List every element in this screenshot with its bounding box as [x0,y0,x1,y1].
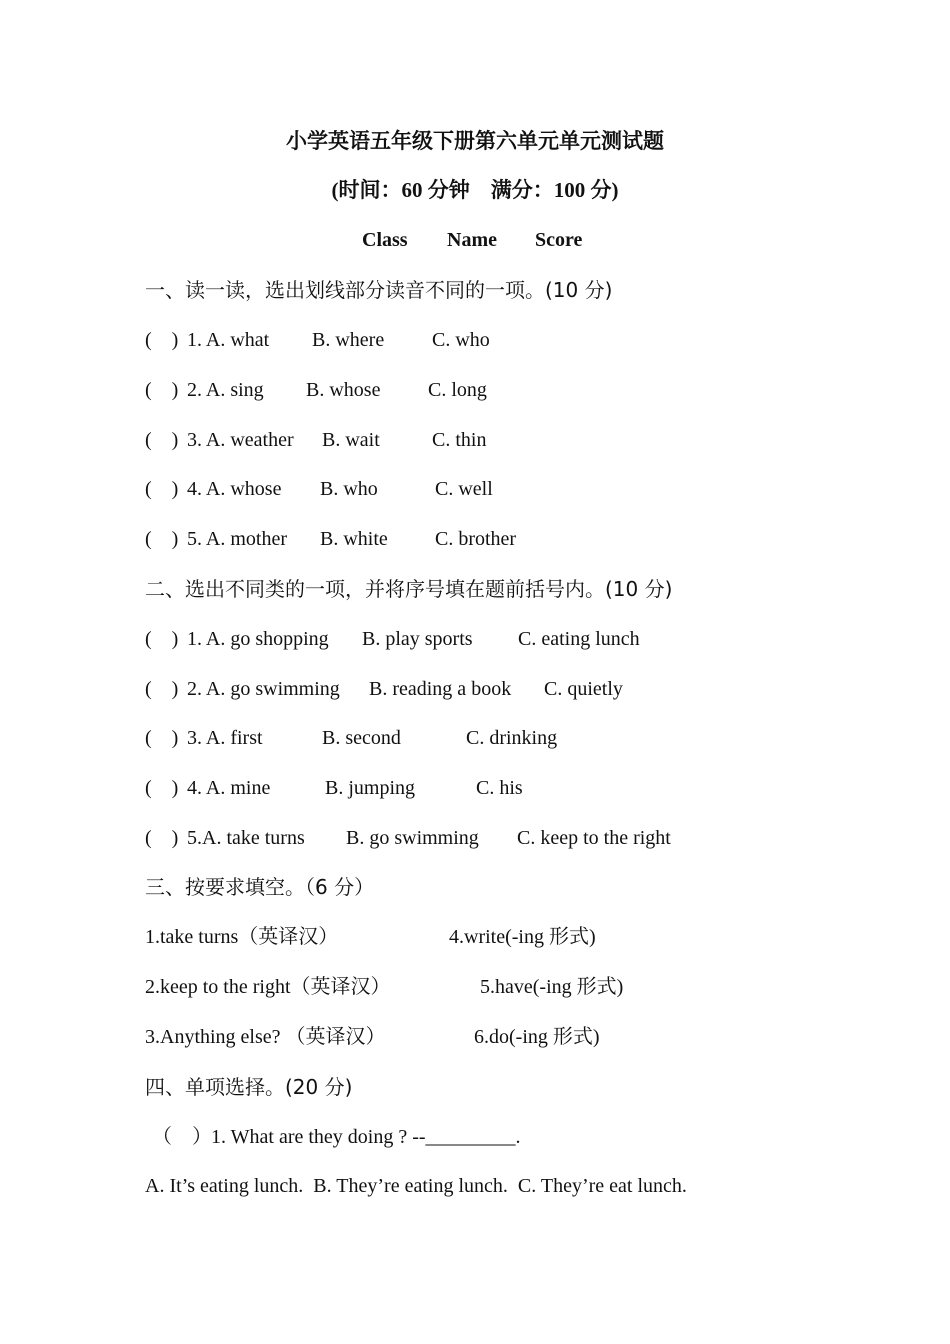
section1-heading: 一、读一读，选出划线部分读音不同的一项。(10 分) [145,278,613,302]
option-b: B. second [322,727,401,749]
option-c: C. eating lunch [518,628,640,650]
answer-paren: ( ) [145,478,179,500]
option-b: B. play sports [362,628,473,650]
option-c: C. keep to the right [517,827,671,849]
option-a: 1. A. what [187,329,270,351]
option-c: C. quietly [544,678,623,700]
fill-item-right: 4.write(-ing 形式) [449,926,596,948]
option-a: 3. A. weather [187,429,294,451]
class-label: Class [362,229,408,251]
answer-paren: ( ) [145,678,179,700]
option-c: C. brother [435,528,517,550]
option-a: 3. A. first [187,727,263,749]
option-a: 2. A. go swimming [187,678,340,700]
answer-paren: ( ) [145,727,179,749]
page-subtitle: (时间：60 分钟 满分：100 分) [331,178,619,202]
question-text: 1. What are they doing ? --_________. [211,1126,521,1148]
option-c: C. well [435,478,493,500]
answer-paren: ( ) [145,528,179,550]
option-b: B. where [312,329,385,351]
question-options: A. It’s eating lunch. B. They’re eating lunch. C. They’re eat lunch. [145,1175,687,1197]
option-a: 5. A. mother [187,528,287,550]
option-c: C. who [432,329,490,351]
option-a: 2. A. sing [187,379,264,401]
score-label: Score [535,229,583,251]
option-c: C. his [476,777,523,799]
fill-item-right: 6.do(-ing 形式) [474,1026,600,1048]
option-c: C. thin [432,429,487,451]
answer-paren: ( ) [145,827,179,849]
option-a: 4. A. mine [187,777,271,799]
fill-item-left: 2.keep to the right（英译汉） [145,976,391,998]
option-b: B. go swimming [346,827,479,849]
section4-heading: 四、单项选择。(20 分) [145,1075,353,1099]
answer-paren: ( ) [145,628,179,650]
section3-heading: 三、按要求填空。（6 分） [145,875,375,899]
name-label: Name [447,229,497,251]
option-b: B. wait [322,429,380,451]
fill-item-left: 3.Anything else? （英译汉） [145,1026,386,1048]
answer-paren: ( ) [145,379,179,401]
answer-paren: ( ) [145,777,179,799]
option-c: C. long [428,379,487,401]
option-b: B. reading a book [369,678,512,700]
option-a: 5.A. take turns [187,827,305,849]
option-a: 4. A. whose [187,478,282,500]
answer-paren: ( ) [145,329,179,351]
section2-heading: 二、选出不同类的一项，并将序号填在题前括号内。(10 分) [145,577,673,601]
option-b: B. whose [306,379,381,401]
option-b: B. who [320,478,378,500]
page-title: 小学英语五年级下册第六单元单元测试题 [286,129,664,153]
option-b: B. white [320,528,388,550]
answer-paren: （ ） [152,1126,212,1148]
fill-item-left: 1.take turns（英译汉） [145,926,339,948]
option-a: 1. A. go shopping [187,628,329,650]
answer-paren: ( ) [145,429,179,451]
fill-item-right: 5.have(-ing 形式) [480,976,624,998]
option-b: B. jumping [325,777,416,799]
option-c: C. drinking [466,727,558,749]
